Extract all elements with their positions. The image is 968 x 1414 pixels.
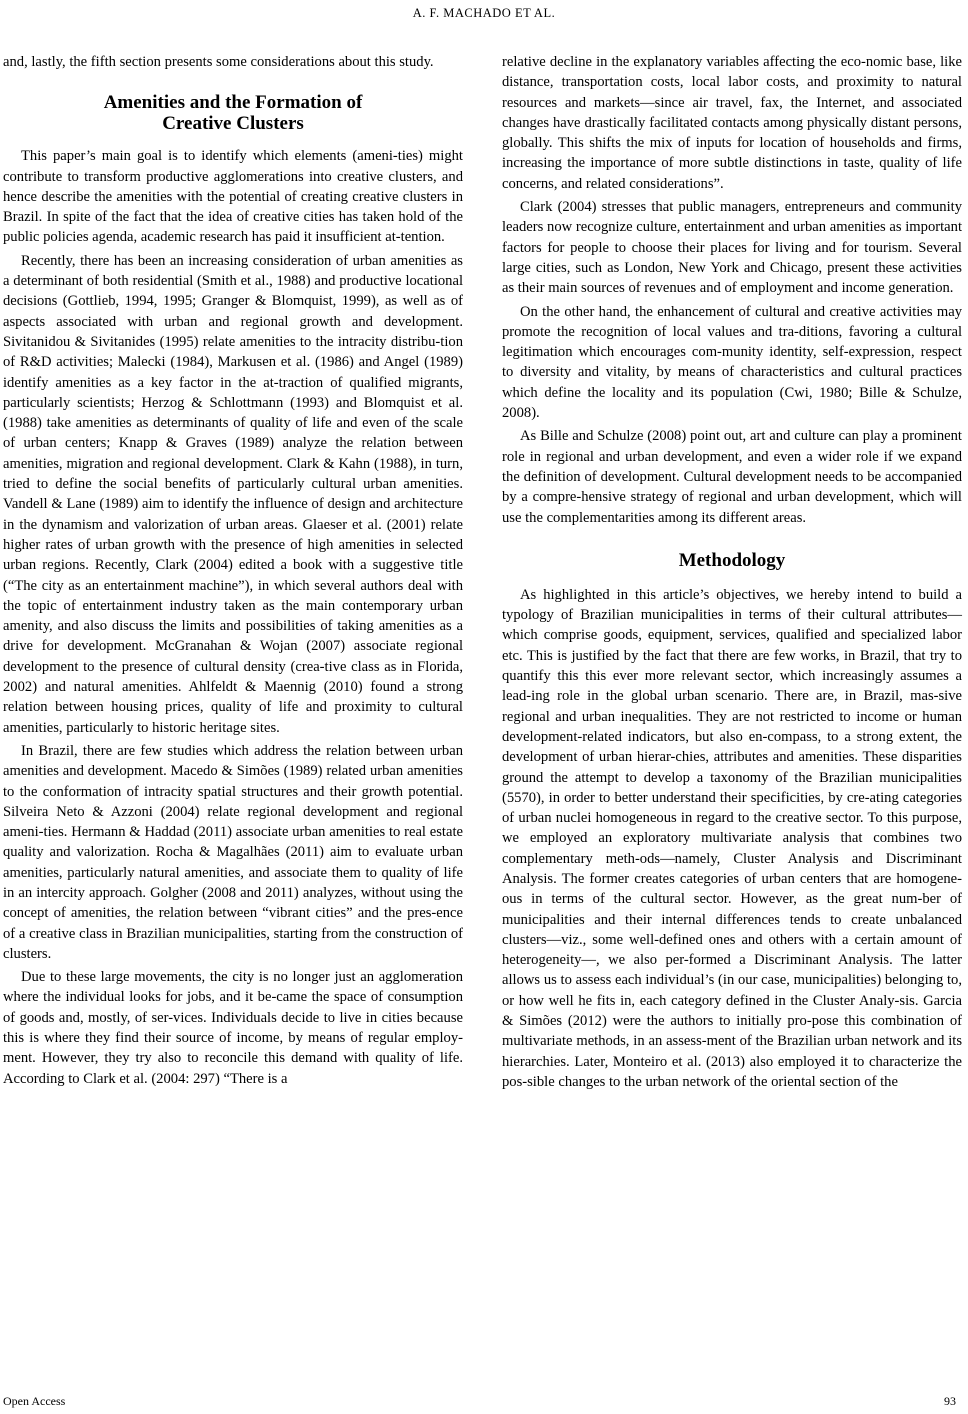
body-paragraph: and, lastly, the fifth section presents some considerations about this study. (3, 54, 434, 70)
page-number: 93 (944, 1394, 956, 1408)
left-column (3, 52, 463, 1089)
right-column (502, 52, 962, 1092)
body-paragraph: Clark (2004) stresses that public managers, entrepreneurs and community leaders now recognize culture, entertainment and urban amenities as important factors for people to choose their places for living and for tourism. Several large cities, such as London, New York and Chicago, present these activities as their main sources of revenues and of employment and income generation. (502, 199, 962, 297)
section-heading-line: Amenities and the Formation of (103, 92, 363, 114)
footer-open-access: Open Access (3, 1394, 66, 1408)
section-heading-line: Creative Clusters (162, 113, 304, 135)
body-paragraph: As Bille and Schulze (2008) point out, art and culture can play a prominent role in regional and urban development, and even a wider role if we expand the definition of development. Cultural development needs to be accompanied by a compre-hensive strategy of regional and urban development, which will use the complementarities among its different areas. (502, 428, 962, 526)
body-paragraph: Due to these large movements, the city is no longer just an agglomeration where the individual looks for jobs, and it be-came the space of consumption of goods and, mostly, of ser-vices. Individuals decide to live in cities because this is where they find their source of income, by means of regular employ-ment. However, they try also to reconcile this demand with quality of life. According to Clark et al. (2004: 297) “There is a (3, 969, 463, 1087)
body-paragraph: On the other hand, the enhancement of cultural and creative activities may promote the recognition of local values and tra-ditions, favoring a cultural legitimation which encourages com-munity identity, self-expression, respect to diversity and vitality, by means of characteristics and cultural practices which define the locality and its population (Cwi, 1980; Bille & Schulze, 2008). (502, 303, 962, 422)
body-paragraph: As highlighted in this article’s objectives, we hereby intend to build a typology of Brazilian municipalities in terms of their cultural attributes—which comprise goods, equipment, services, qualified and specialized labor etc. This is justified by the fact that there are few works, in Brazil, that try to quantify this this ever more relevant sector, which increasingly assumes a lead-ing role in the global urban scenario. There are, in Brazil, mas-sive regional and urban inequalities. They are not restricted to income or human development-related indicators, but also en-compass, to a strong extent, the development of urban hierar-chies, attributes and amenities. These disparities ground the attempt to develop a taxonomy of the Brazilian municipalities (5570), in order to better understand their specificities, by cre-ating categories of urban nuclei homogeneous in regard to the creative sector. To this purpose, we employed an exploratory multivariate analysis that combines two complementary meth-ods—namely, Cluster Analysis and Discriminant Analysis. The former creates categories of urban centers that are homogene-ous in terms of the cultural sector. However, as the great num-ber of municipalities and their internal differences tends to create unbalanced clusters—viz., some well-defined ones and others with a certain amount of heterogeneity—, we also per-formed a Discriminant Analysis. The latter allows us to assess each individual’s (in our case, municipalities) belonging to, or how well he fits in, each category defined in the Cluster Analy-sis. Garcia & Simões (2012) were the authors to initially pro-pose this combination of multivariate methods, in an assess-ment of the Brazilian urban network and its hierarchies. Later, Monteiro et al. (2013) also employed it to characterize the pos-sible changes to the urban network of the oriental section of the (502, 586, 962, 1090)
body-paragraph: This paper’s main goal is to identify which elements (ameni-ties) might contribute to transform productive agglomerations into creative clusters, and hence describe the amenities with the potential of creating creative clusters in Brazil. In spite of the fact that the idea of creative cities has taken hold of the public policies agenda, academic research has paid it insufficient at-tention. (3, 148, 463, 246)
section-heading-amenities (3, 92, 463, 134)
body-paragraph: In Brazil, there are few studies which address the relation between urban amenities and development. Macedo & Simões (1989) related urban amenities to the conformation of intracity spatial structures and their growth potential. Silveira Neto & Azzoni (2004) relate regional development and regional ameni-ties. Hermann & Haddad (2011) associate urban amenities to real estate quality and valorization. Rocha & Magalhães (2011) aim to evaluate urban amenities, particularly natural amenities, and associate them to quality of life in an intercity approach. Golgher (2008 and 2011) analyzes, without using the concept of amenities, the relation between “vibrant cities” and the pres-ence of a creative class in Brazilian municipalities, starting from the construction of clusters. (3, 742, 463, 962)
running-head: A. F. MACHADO ET AL. (412, 6, 556, 20)
section-heading-methodology: Methodology (678, 549, 786, 571)
body-paragraph: Recently, there has been an increasing consideration of urban amenities as a determinant of both residential (Smith et al., 1988) and productive locational decisions (Gottlieb, 1994, 1995; Granger & Blomquist, 1999), as well as of aspects associated with urban and regional growth and development. Sivitanidou & Sivitanides (1995) relate amenities to the intracity distribu-tion of R&D activities; Malecki (1984), Markusen et al. (1986) and Angel (1989) identify amenities as a key factor in the at-traction of qualified migrants, particularly scientists; Herzog & Schlottmann (1993) and Blomquist et al. (1988) take amenities as determinants of quality of life and even of the scale of urban centers; Knapp & Graves (1989) analyze the relation between amenities, migration and regional development. Clark & Kahn (1988), in turn, tried to define the social benefits of particularly cultural urban amenities. Vandell & Lane (1989) aim to identify the influence of design and architecture in the dynamism and valorization of urban areas. Glaeser et al. (2001) relate higher rates of urban growth with the presence of high amenities in selected urban regions. Recently, Clark (2004) edited a book with a suggestive title (“The city as an entertainment machine”), in which several authors deal with the topic of entertainment industry taken as the main contemporary urban amenity, and also discuss the limits and possibilities of taking amenities as a drive for development. McGranahan & Wojan (2007) associate regional development to the presence of cultural density (crea-tive class as in Florida, 2002) and natural amenities. Ahlfeldt & Maennig (2010) found a strong relation between housing prices, quality of life and proximity to cultural amenities, particularly to historic heritage sites. (3, 252, 463, 736)
body-paragraph: relative decline in the explanatory variables affecting the eco-nomic base, like distance, transportation costs, local labor costs, and proximity to natural resources and markets—since air travel, fax, the Internet, and associated changes have drastically facilitated contacts among physically distant persons, globally. This shifts the mix of inputs for location of households and firms, increasing the importance of more subtle distinctions in taste, quality of life concerns, and related considerations”. (502, 54, 962, 192)
